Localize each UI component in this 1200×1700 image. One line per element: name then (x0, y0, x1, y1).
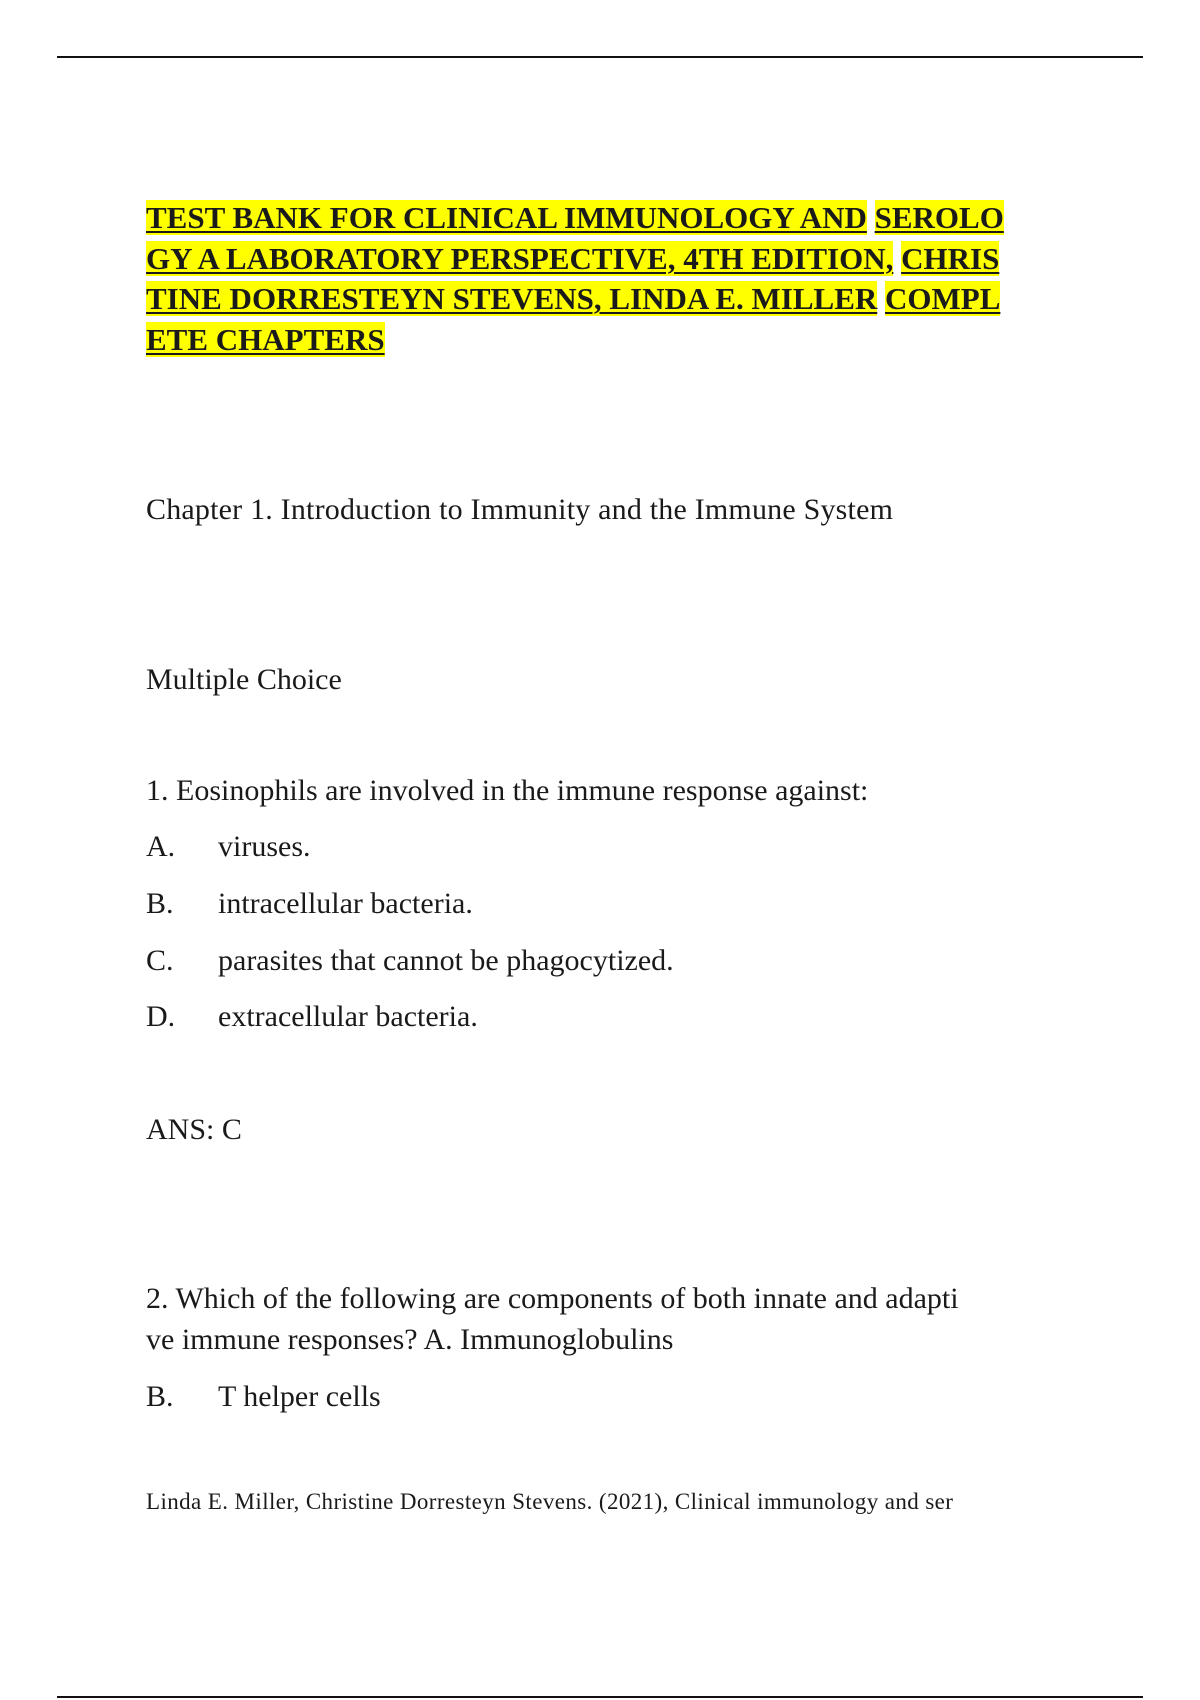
option-letter: A. (146, 830, 176, 863)
top-rule (57, 56, 1143, 58)
title-line-4: ETE CHAPTERS (146, 321, 385, 357)
option-letter: C. (146, 944, 174, 977)
option-text: parasites that cannot be phagocytized. (218, 944, 674, 977)
title-line-1: TEST BANK FOR CLINICAL IMMUNOLOGY AND SEROLO (146, 200, 1004, 235)
document-title (146, 198, 1086, 360)
title-line-2: GY A LABORATORY PERSPECTIVE, 4TH EDITION, CHRIS (146, 240, 1000, 276)
option-text: extracellular bacteria. (218, 1000, 478, 1033)
question-1-option-b (146, 884, 473, 924)
option-text: T helper cells (218, 1380, 381, 1413)
question-1-option-c (146, 941, 674, 981)
question-2-option-b (146, 1377, 381, 1417)
bottom-rule (57, 1696, 1143, 1698)
question-2-stem (146, 1278, 959, 1360)
question-1-stem: 1. Eosinophils are involved in the immune response against: (146, 774, 869, 807)
option-text: intracellular bacteria. (218, 887, 473, 920)
question-2-stem-line-2: ve immune responses? A. Immunoglobulins (146, 1323, 674, 1356)
question-2-stem-line-1: 2. Which of the following are components of both innate and adapti (146, 1282, 959, 1315)
section-heading: Multiple Choice (146, 663, 342, 696)
question-1-answer: ANS: C (146, 1113, 242, 1146)
page-footer-citation: Linda E. Miller, Christine Dorresteyn Stevens. (2021), Clinical immunology and ser (146, 1489, 954, 1514)
option-letter: B. (146, 887, 174, 920)
option-letter: D. (146, 1000, 176, 1033)
title-line-3: TINE DORRESTEYN STEVENS, LINDA E. MILLER COMPL (146, 281, 1001, 316)
option-letter: B. (146, 1380, 174, 1413)
question-1-option-d (146, 997, 478, 1037)
chapter-heading: Chapter 1. Introduction to Immunity and the Immune System (146, 493, 894, 526)
option-text: viruses. (218, 830, 311, 863)
question-1-option-a (146, 827, 311, 867)
